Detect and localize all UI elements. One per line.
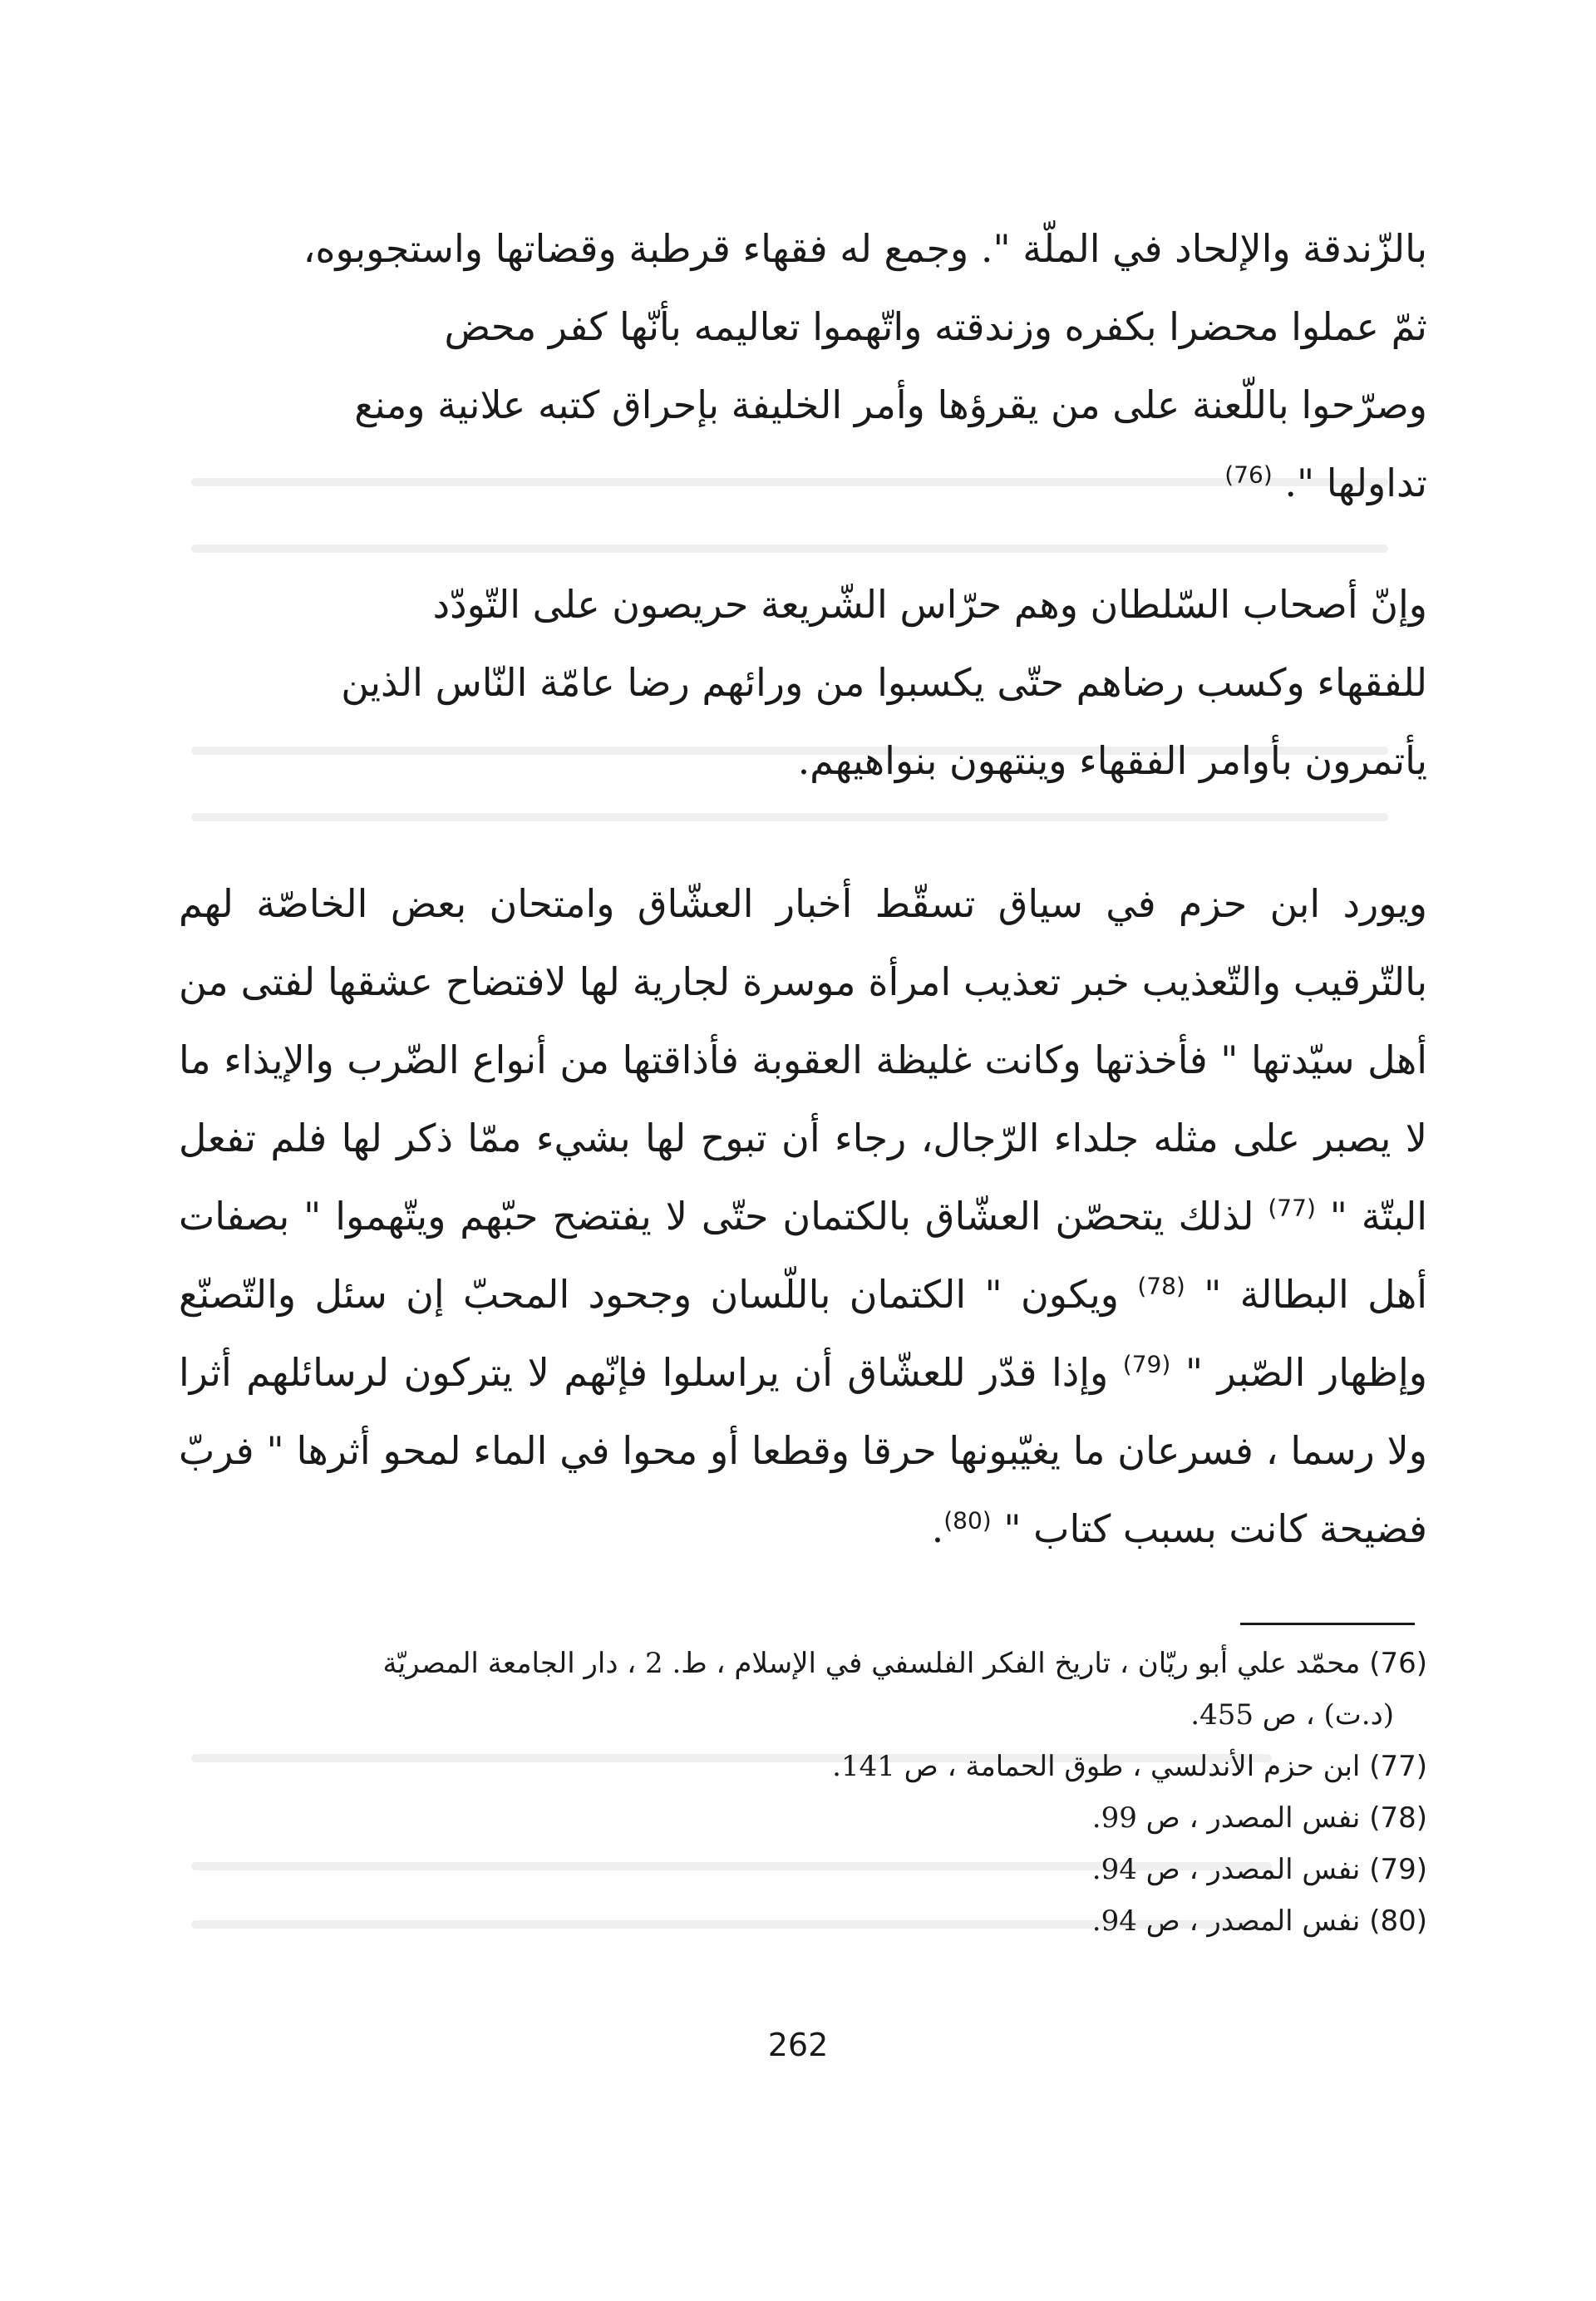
- footnote-ref-78: (78): [1137, 1272, 1185, 1300]
- paragraph-3-part-3: ويكون " الكتمان باللّسان وجحود المحبّ إن سئل والتّصنّع وإظهار الصّبر ": [179, 1272, 1428, 1395]
- paragraph-1-line-4-text: تداولها ".: [1284, 461, 1427, 505]
- paragraph-1: [179, 209, 1427, 522]
- paragraph-1-line-3: وصرّحوا باللّعنة على من يقرؤها وأمر الخليفة بإحراق كتبه علانية ومنع: [354, 382, 1427, 427]
- paragraph-2-line-1: وإنّ أصحاب السّلطان وهم حرّاس الشّريعة حريصون على التّودّد: [432, 582, 1427, 627]
- paragraph-1-line-1: بالزّندقة والإلحاد في الملّة ". وجمع له فقهاء قرطبة وقضاتها واستجوبوه،: [303, 226, 1427, 271]
- footnote-79: [179, 1844, 1427, 1895]
- footnote-77-text: ابن حزم الأندلسي ، طوق الحمامة ، ص 141.: [832, 1750, 1361, 1783]
- paragraph-3-text: [179, 865, 1427, 1568]
- footnote-76-continuation: (د.ت) ، ص 455.: [1190, 1698, 1394, 1732]
- paragraph-1-line-2: ثمّ عملوا محضرا بكفره وزندقته واتّهموا تعاليمه بأنّها كفر محض: [444, 304, 1427, 349]
- scan-artifact: [191, 813, 1388, 821]
- footnotes: [179, 1638, 1427, 1947]
- paragraph-3: [179, 865, 1427, 1568]
- footnote-ref-77: (77): [1268, 1194, 1316, 1222]
- paragraph-2-line-2: للفقهاء وكسب رضاهم حتّى يكسبوا من ورائهم رضا عامّة النّاس الذين: [341, 660, 1427, 705]
- paragraph-3-part-1: ويورد ابن حزم في سياق تسقّط أخبار العشّاق وامتحان بعض الخاصّة لهم بالتّرقيب والتّعذيب خبر تعذيب امرأة موسرة لجارية لها لافتضاح عشقها لفتى من أهل سيّدتها " فأخذتها وكانت غليظة العقوبة فأذاقتها من أنواع الضّرب والإيذاء ما لا يصبر على مثله جلداء الرّجال، رجاء أن تبوح لها بشيء ممّا ذكر لها فلم تفعل البتّة ": [179, 881, 1428, 1239]
- footnote-79-text: نفس المصدر ، ص 94.: [1091, 1853, 1361, 1886]
- footnote-78-number: (78): [1369, 1801, 1427, 1835]
- footnote-ref-80: (80): [943, 1506, 992, 1535]
- footnote-80-text: نفس المصدر ، ص 94.: [1091, 1904, 1361, 1938]
- paragraph-3-part-2: لذلك يتحصّن العشّاق بالكتمان حتّى لا يفتضح حبّهم ويتّهموا " بصفات أهل البطالة ": [179, 1194, 1427, 1317]
- footnote-ref-79: (79): [1122, 1350, 1171, 1378]
- footnote-ref-76: (76): [1224, 461, 1273, 489]
- paragraph-2-line-3: يأتمرون بأوامر الفقهاء وينتهون بنواهيهم.: [797, 738, 1427, 783]
- paragraph-3-part-4: وإذا قدّر للعشّاق أن يراسلوا فإنّهم لا يتركون لرسائلهم أثرا ولا رسما ، فسرعان ما يغيّبونها حرقا وقطعا أو محوا في الماء لمحو أثرها " فربّ فضيحة كانت بسبب كتاب ": [179, 1350, 1427, 1551]
- footnote-80: [179, 1895, 1427, 1947]
- paragraph-2: [179, 565, 1427, 800]
- footnote-76-number: (76): [1369, 1647, 1427, 1680]
- footnote-77: [179, 1741, 1427, 1792]
- footnote-76-text: محمّد علي أبو ريّان ، تاريخ الفكر الفلسفي في الإسلام ، ط. 2 ، دار الجامعة المصريّة: [382, 1647, 1361, 1680]
- footnote-separator: [1240, 1623, 1415, 1625]
- footnote-76: [179, 1638, 1427, 1689]
- footnote-80-number: (80): [1369, 1904, 1427, 1938]
- scan-artifact: [191, 544, 1388, 553]
- paragraph-3-part-5: .: [931, 1506, 944, 1551]
- footnote-79-number: (79): [1369, 1853, 1427, 1886]
- footnote-78-text: نفس المصدر ، ص 99.: [1091, 1801, 1361, 1835]
- paragraph-1-line-4: [179, 444, 1427, 522]
- footnote-78: [179, 1792, 1427, 1844]
- page-number: 262: [767, 2027, 829, 2063]
- footnote-77-number: (77): [1369, 1750, 1427, 1783]
